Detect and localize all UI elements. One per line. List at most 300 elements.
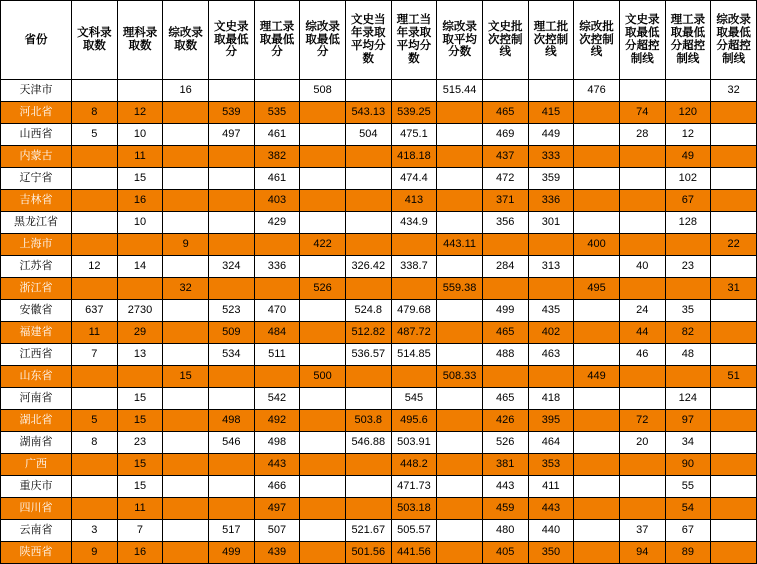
- table-cell: 15: [117, 388, 163, 410]
- table-cell: 20: [619, 432, 665, 454]
- table-cell: [300, 146, 346, 168]
- table-cell: [437, 146, 483, 168]
- table-cell: 521.67: [345, 520, 391, 542]
- table-cell: 15: [117, 410, 163, 432]
- table-cell: 402: [528, 322, 574, 344]
- table-cell: [345, 476, 391, 498]
- table-cell: 539.25: [391, 102, 437, 124]
- province-name-cell: 湖北省: [1, 410, 72, 432]
- table-cell: 524.8: [345, 300, 391, 322]
- table-cell: [300, 410, 346, 432]
- table-cell: 23: [117, 432, 163, 454]
- table-cell: 8: [72, 432, 118, 454]
- table-cell: [711, 124, 757, 146]
- province-name-cell: 湖南省: [1, 432, 72, 454]
- table-cell: 426: [482, 410, 528, 432]
- table-cell: 381: [482, 454, 528, 476]
- table-cell: 546: [208, 432, 254, 454]
- table-row: [1, 102, 757, 124]
- table-cell: 465: [482, 102, 528, 124]
- table-row: [1, 476, 757, 498]
- table-cell: 7: [117, 520, 163, 542]
- table-cell: 90: [665, 454, 711, 476]
- table-cell: 9: [72, 542, 118, 564]
- table-cell: 509: [208, 322, 254, 344]
- table-cell: [72, 146, 118, 168]
- column-header-science-min-score: 理工录取最低分: [254, 1, 300, 80]
- column-header-comprehensive-count: 综改录取数: [163, 1, 209, 80]
- table-cell: [528, 366, 574, 388]
- table-header-row: [1, 1, 757, 80]
- table-cell: [437, 322, 483, 344]
- table-cell: 505.57: [391, 520, 437, 542]
- table-row: [1, 432, 757, 454]
- table-cell: 503.18: [391, 498, 437, 520]
- column-header-liberal-arts-cutoff: 文史批次控制线: [482, 1, 528, 80]
- table-cell: 497: [208, 124, 254, 146]
- table-cell: 411: [528, 476, 574, 498]
- table-cell: [711, 212, 757, 234]
- table-cell: [574, 432, 620, 454]
- province-name-cell: 辽宁省: [1, 168, 72, 190]
- table-cell: [163, 256, 209, 278]
- table-cell: 507: [254, 520, 300, 542]
- table-cell: [345, 278, 391, 300]
- table-cell: [345, 80, 391, 102]
- table-cell: [163, 476, 209, 498]
- province-name-cell: 河南省: [1, 388, 72, 410]
- table-cell: 336: [254, 256, 300, 278]
- table-cell: [254, 80, 300, 102]
- table-cell: 434.9: [391, 212, 437, 234]
- table-cell: [163, 410, 209, 432]
- table-cell: [574, 476, 620, 498]
- table-cell: 487.72: [391, 322, 437, 344]
- table-cell: 546.88: [345, 432, 391, 454]
- column-header-science-cutoff: 理工批次控制线: [528, 1, 574, 80]
- table-cell: [528, 80, 574, 102]
- table-cell: 413: [391, 190, 437, 212]
- table-cell: 338.7: [391, 256, 437, 278]
- table-cell: [72, 234, 118, 256]
- table-cell: 443: [254, 454, 300, 476]
- table-cell: [300, 476, 346, 498]
- table-cell: [208, 278, 254, 300]
- table-cell: [163, 300, 209, 322]
- table-cell: 34: [665, 432, 711, 454]
- table-cell: [574, 212, 620, 234]
- table-cell: 3: [72, 520, 118, 542]
- table-cell: [437, 388, 483, 410]
- table-cell: [163, 344, 209, 366]
- table-cell: [574, 454, 620, 476]
- table-cell: 29: [117, 322, 163, 344]
- table-cell: 539: [208, 102, 254, 124]
- table-cell: [300, 212, 346, 234]
- table-cell: [437, 168, 483, 190]
- table-cell: 508.33: [437, 366, 483, 388]
- table-cell: [72, 212, 118, 234]
- table-cell: 124: [665, 388, 711, 410]
- table-cell: [574, 102, 620, 124]
- table-cell: 466: [254, 476, 300, 498]
- table-cell: 476: [574, 80, 620, 102]
- table-cell: [163, 146, 209, 168]
- table-cell: 443: [528, 498, 574, 520]
- table-cell: 400: [574, 234, 620, 256]
- table-cell: 371: [482, 190, 528, 212]
- table-row: [1, 344, 757, 366]
- table-cell: 523: [208, 300, 254, 322]
- table-cell: [619, 190, 665, 212]
- table-cell: [208, 190, 254, 212]
- province-name-cell: 山西省: [1, 124, 72, 146]
- table-cell: 326.42: [345, 256, 391, 278]
- table-cell: [208, 388, 254, 410]
- table-cell: 448.2: [391, 454, 437, 476]
- table-cell: 9: [163, 234, 209, 256]
- table-cell: 22: [711, 234, 757, 256]
- table-cell: 499: [208, 542, 254, 564]
- table-cell: 284: [482, 256, 528, 278]
- table-cell: [437, 520, 483, 542]
- table-cell: 499: [482, 300, 528, 322]
- table-cell: 12: [72, 256, 118, 278]
- table-cell: [72, 80, 118, 102]
- table-cell: [711, 146, 757, 168]
- table-cell: 82: [665, 322, 711, 344]
- table-cell: 395: [528, 410, 574, 432]
- table-cell: [300, 256, 346, 278]
- table-cell: [72, 454, 118, 476]
- table-cell: [72, 190, 118, 212]
- table-cell: [711, 498, 757, 520]
- table-cell: [711, 432, 757, 454]
- table-cell: [665, 366, 711, 388]
- table-cell: [437, 454, 483, 476]
- table-cell: [300, 520, 346, 542]
- table-cell: [619, 476, 665, 498]
- table-cell: 46: [619, 344, 665, 366]
- table-cell: 89: [665, 542, 711, 564]
- table-cell: [163, 212, 209, 234]
- table-cell: [300, 344, 346, 366]
- table-cell: [163, 498, 209, 520]
- table-cell: [574, 190, 620, 212]
- table-cell: 437: [482, 146, 528, 168]
- table-cell: 8: [72, 102, 118, 124]
- table-cell: [300, 124, 346, 146]
- table-cell: [163, 190, 209, 212]
- table-cell: [208, 476, 254, 498]
- table-cell: 12: [117, 102, 163, 124]
- table-cell: [254, 366, 300, 388]
- table-cell: [665, 234, 711, 256]
- table-cell: 440: [528, 520, 574, 542]
- table-cell: 48: [665, 344, 711, 366]
- table-cell: 517: [208, 520, 254, 542]
- table-cell: [300, 542, 346, 564]
- table-cell: [711, 102, 757, 124]
- table-cell: 67: [665, 190, 711, 212]
- table-cell: 470: [254, 300, 300, 322]
- table-cell: 16: [163, 80, 209, 102]
- table-cell: 313: [528, 256, 574, 278]
- table-cell: 356: [482, 212, 528, 234]
- table-cell: [574, 124, 620, 146]
- table-cell: 333: [528, 146, 574, 168]
- table-cell: [574, 168, 620, 190]
- table-cell: [254, 234, 300, 256]
- table-cell: 5: [72, 410, 118, 432]
- table-cell: [437, 498, 483, 520]
- table-cell: [300, 102, 346, 124]
- table-cell: 12: [665, 124, 711, 146]
- province-name-cell: 四川省: [1, 498, 72, 520]
- table-cell: 526: [300, 278, 346, 300]
- table-cell: 44: [619, 322, 665, 344]
- table-cell: [574, 410, 620, 432]
- table-cell: 488: [482, 344, 528, 366]
- table-cell: 503.91: [391, 432, 437, 454]
- table-cell: 459: [482, 498, 528, 520]
- province-name-cell: 安徽省: [1, 300, 72, 322]
- column-header-liberal-arts-count: 文科录取数: [72, 1, 118, 80]
- table-cell: [72, 278, 118, 300]
- table-cell: 11: [117, 498, 163, 520]
- table-cell: [619, 80, 665, 102]
- table-cell: 51: [711, 366, 757, 388]
- table-cell: [711, 388, 757, 410]
- table-cell: 32: [163, 278, 209, 300]
- table-row: [1, 80, 757, 102]
- column-header-science-above-cutoff: 理工录取最低分超控制线: [665, 1, 711, 80]
- table-cell: [665, 278, 711, 300]
- column-header-comprehensive-above-cutoff: 综改录取最低分超控制线: [711, 1, 757, 80]
- table-cell: [574, 542, 620, 564]
- table-cell: 10: [117, 212, 163, 234]
- table-cell: 15: [117, 168, 163, 190]
- table-row: [1, 366, 757, 388]
- table-cell: [163, 432, 209, 454]
- table-cell: 495.6: [391, 410, 437, 432]
- table-cell: [619, 454, 665, 476]
- table-cell: 7: [72, 344, 118, 366]
- table-cell: 14: [117, 256, 163, 278]
- table-row: [1, 168, 757, 190]
- table-cell: 97: [665, 410, 711, 432]
- table-cell: [117, 80, 163, 102]
- table-cell: [437, 300, 483, 322]
- table-cell: 449: [574, 366, 620, 388]
- table-cell: [208, 234, 254, 256]
- table-cell: 40: [619, 256, 665, 278]
- table-cell: [345, 366, 391, 388]
- table-cell: 422: [300, 234, 346, 256]
- table-cell: [72, 476, 118, 498]
- table-cell: 484: [254, 322, 300, 344]
- table-cell: 128: [665, 212, 711, 234]
- table-cell: 67: [665, 520, 711, 542]
- table-cell: 443: [482, 476, 528, 498]
- table-cell: 435: [528, 300, 574, 322]
- table-cell: [711, 410, 757, 432]
- table-cell: 498: [254, 432, 300, 454]
- table-cell: [711, 256, 757, 278]
- table-cell: [345, 454, 391, 476]
- province-name-cell: 山东省: [1, 366, 72, 388]
- table-cell: [163, 454, 209, 476]
- column-header-science-count: 理科录取数: [117, 1, 163, 80]
- table-cell: 37: [619, 520, 665, 542]
- table-cell: 534: [208, 344, 254, 366]
- table-cell: 350: [528, 542, 574, 564]
- table-cell: 512.82: [345, 322, 391, 344]
- table-cell: [437, 256, 483, 278]
- table-cell: 403: [254, 190, 300, 212]
- table-cell: [163, 124, 209, 146]
- table-cell: 495: [574, 278, 620, 300]
- table-cell: 472: [482, 168, 528, 190]
- table-row: [1, 146, 757, 168]
- table-cell: [117, 278, 163, 300]
- table-cell: 353: [528, 454, 574, 476]
- table-cell: [437, 476, 483, 498]
- table-cell: 542: [254, 388, 300, 410]
- column-header-comprehensive-cutoff: 综改批次控制线: [574, 1, 620, 80]
- table-cell: 405: [482, 542, 528, 564]
- table-cell: 15: [117, 454, 163, 476]
- table-row: [1, 300, 757, 322]
- table-cell: 501.56: [345, 542, 391, 564]
- table-cell: 463: [528, 344, 574, 366]
- table-cell: [619, 366, 665, 388]
- table-cell: 301: [528, 212, 574, 234]
- table-cell: [391, 366, 437, 388]
- table-cell: [208, 498, 254, 520]
- table-body: [1, 80, 757, 564]
- table-cell: [72, 366, 118, 388]
- table-cell: [391, 278, 437, 300]
- table-cell: [117, 366, 163, 388]
- table-cell: [619, 234, 665, 256]
- table-cell: 503.8: [345, 410, 391, 432]
- column-header-comprehensive-avg-score: 综改录取平均分数: [437, 1, 483, 80]
- table-cell: 497: [254, 498, 300, 520]
- province-name-cell: 陕西省: [1, 542, 72, 564]
- table-cell: [163, 322, 209, 344]
- table-cell: 15: [117, 476, 163, 498]
- table-cell: 324: [208, 256, 254, 278]
- table-cell: [163, 542, 209, 564]
- table-cell: 441.56: [391, 542, 437, 564]
- table-row: [1, 124, 757, 146]
- table-cell: [711, 476, 757, 498]
- table-cell: 359: [528, 168, 574, 190]
- table-cell: [437, 212, 483, 234]
- table-cell: 2730: [117, 300, 163, 322]
- table-cell: [391, 234, 437, 256]
- table-cell: [208, 80, 254, 102]
- table-cell: [163, 168, 209, 190]
- table-cell: [574, 344, 620, 366]
- table-cell: [482, 234, 528, 256]
- table-cell: [528, 234, 574, 256]
- table-cell: 475.1: [391, 124, 437, 146]
- table-cell: [208, 454, 254, 476]
- column-header-liberal-arts-min-score: 文史录取最低分: [208, 1, 254, 80]
- province-name-cell: 重庆市: [1, 476, 72, 498]
- table-cell: 418: [528, 388, 574, 410]
- table-cell: [711, 520, 757, 542]
- province-name-cell: 上海市: [1, 234, 72, 256]
- table-cell: 471.73: [391, 476, 437, 498]
- table-cell: 465: [482, 322, 528, 344]
- table-cell: [345, 190, 391, 212]
- column-header-liberal-arts-avg-score: 文史当年录取平均分数: [345, 1, 391, 80]
- table-cell: 102: [665, 168, 711, 190]
- table-cell: 511: [254, 344, 300, 366]
- province-name-cell: 吉林省: [1, 190, 72, 212]
- table-cell: [163, 102, 209, 124]
- table-cell: 31: [711, 278, 757, 300]
- table-cell: 443.11: [437, 234, 483, 256]
- table-cell: [619, 278, 665, 300]
- table-cell: 461: [254, 168, 300, 190]
- table-cell: 508: [300, 80, 346, 102]
- table-cell: [528, 278, 574, 300]
- table-cell: 543.13: [345, 102, 391, 124]
- table-cell: 49: [665, 146, 711, 168]
- table-cell: [574, 388, 620, 410]
- table-cell: [208, 146, 254, 168]
- table-cell: [574, 146, 620, 168]
- table-cell: 54: [665, 498, 711, 520]
- province-name-cell: 广西: [1, 454, 72, 476]
- table-cell: [437, 432, 483, 454]
- table-cell: 72: [619, 410, 665, 432]
- table-cell: 429: [254, 212, 300, 234]
- table-cell: [574, 256, 620, 278]
- table-cell: 479.68: [391, 300, 437, 322]
- table-cell: 11: [117, 146, 163, 168]
- table-cell: 526: [482, 432, 528, 454]
- table-cell: 10: [117, 124, 163, 146]
- table-cell: 500: [300, 366, 346, 388]
- province-name-cell: 内蒙古: [1, 146, 72, 168]
- table-cell: [665, 80, 711, 102]
- table-cell: [208, 168, 254, 190]
- table-cell: [574, 300, 620, 322]
- table-cell: 24: [619, 300, 665, 322]
- table-cell: [574, 498, 620, 520]
- table-cell: 515.44: [437, 80, 483, 102]
- table-cell: [163, 520, 209, 542]
- table-row: [1, 454, 757, 476]
- table-cell: [117, 234, 163, 256]
- table-cell: 55: [665, 476, 711, 498]
- province-name-cell: 浙江省: [1, 278, 72, 300]
- table-cell: [482, 278, 528, 300]
- table-cell: 11: [72, 322, 118, 344]
- table-cell: [574, 322, 620, 344]
- table-row: [1, 278, 757, 300]
- table-cell: [711, 168, 757, 190]
- table-cell: 504: [345, 124, 391, 146]
- table-cell: 32: [711, 80, 757, 102]
- table-cell: [345, 212, 391, 234]
- table-cell: [711, 300, 757, 322]
